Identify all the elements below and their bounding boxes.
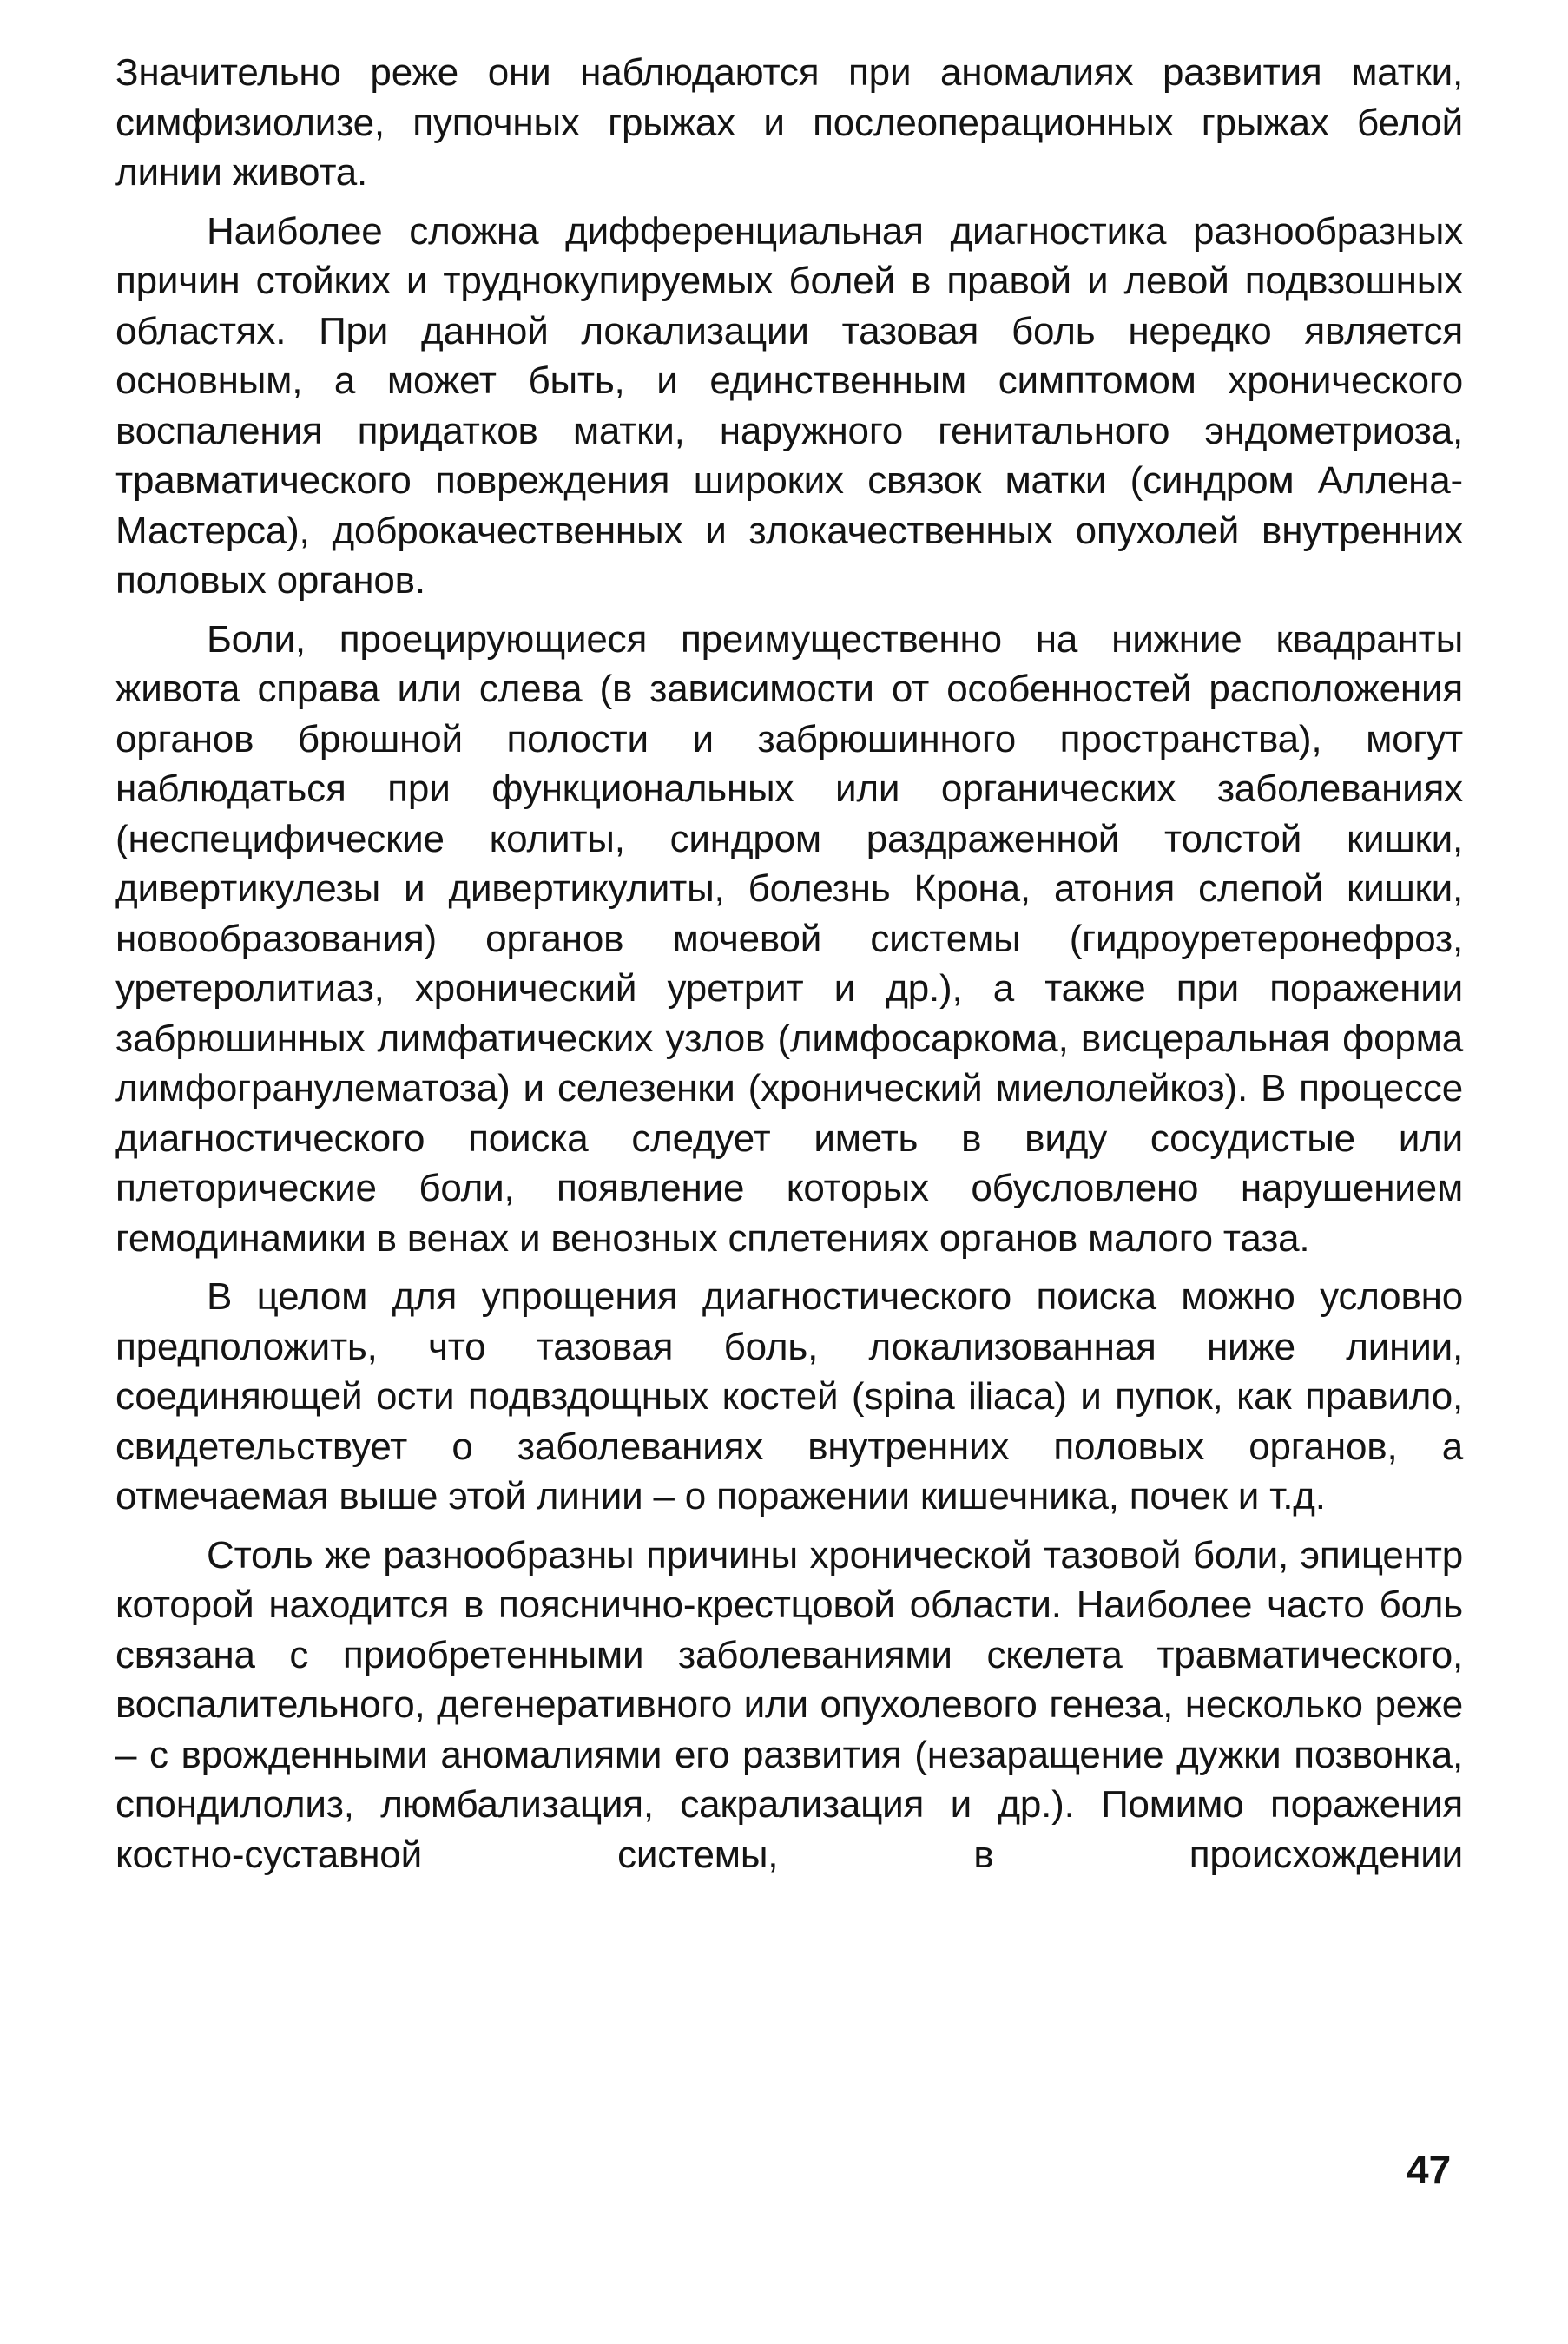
paragraph-2: Наиболее сложна дифференциальная диагностика разнообразных причин стойких и труднокупируемых болей в правой и левой подвзошных областях. При данной локализации тазовая боль нередко является основным, а может быть, и единственным симптомом хронического воспаления придатков матки, наружного генитального эндометриоза, травматического повреждения широких связок матки (синдром Аллена-Мастерса), доброкачественных и злокачественных опухолей внутренних половых органов. <box>115 209 1463 602</box>
paragraph-1: Значительно реже они наблюдаются при аномалиях развития матки, симфизиолизе, пупочных грыжах и послеоперационных грыжах белой линии живота. <box>115 51 1463 194</box>
page-number: 47 <box>1407 2147 1452 2192</box>
paragraph-3: Боли, проецирующиеся преимущественно на нижние квадранты живота справа или слева (в зависимости от особенностей расположения органов брюшной полости и забрюшинного пространства), могут наблюдаться при функциональных или органических заболеваниях (неспецифические колиты, синдром раздраженной толстой кишки, дивертикулезы и дивертикулиты, болезнь Крона, атония слепой кишки, новообразования) органов мочевой системы (гидроуретеронефроз, уретеролитиаз, хронический уретрит и др.), а также при поражении забрюшинных лимфатических узлов (лимфосаркома, висцеральная форма лимфогранулематоза) и селезенки (хронический миелолейкоз). В процессе диагностического поиска следует иметь в виду сосудистые или плеторические боли, появление которых обусловлено нарушением гемодинамики в венах и венозных сплетениях органов малого таза. <box>115 617 1463 1260</box>
book-page <box>115 48 1463 2235</box>
paragraph-4: В целом для упрощения диагностического поиска можно условно предположить, что тазовая боль, локализованная ниже линии, соединяющей ости подвздощных костей (spina iliaca) и пупок, как правило, свидетельствует о заболеваниях внутренних половых органов, а отмечаемая выше этой линии – о поражении кишечника, почек и т.д. <box>115 1275 1463 1518</box>
paragraph-5: Столь же разнообразны причины хронической тазовой боли, эпицентр которой находится в пояснично-крестцовой области. Наиболее часто боль связана с приобретенными заболеваниями скелета травматического, воспалительного, дегенеративного или опухолевого генеза, несколько реже – с врожденными аномалиями его развития (незаращение дужки позвонка, спондилолиз, люмбализация, сакрализация и др.). Помимо поражения костно-суставной системы, в происхождении <box>115 1533 1463 1876</box>
body-text <box>115 48 1463 1880</box>
